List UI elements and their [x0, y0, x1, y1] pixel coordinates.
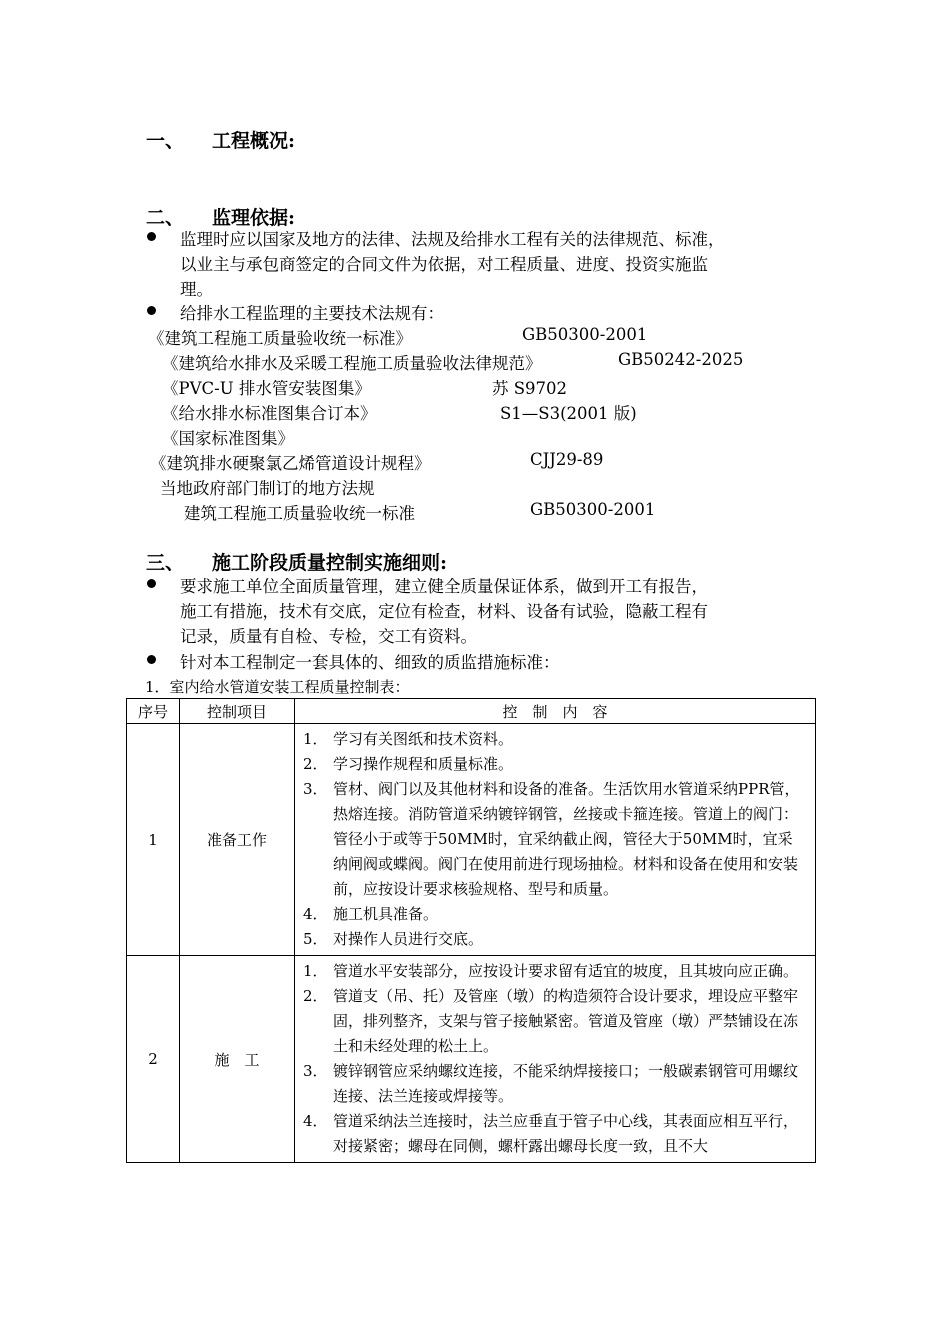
- standard-name: 《给水排水标准图集合订本》: [162, 404, 377, 423]
- bullet-icon: [147, 232, 156, 241]
- bullet-icon: [147, 579, 156, 588]
- table-header-row: [127, 699, 816, 724]
- basis-paragraph-line: 理。: [180, 280, 213, 299]
- standard-code: GB50300-2001: [530, 500, 656, 519]
- quality-paragraph-line: 施工有措施，技术有交底，定位有检查，材料、设备有试验，隐蔽工程有: [180, 602, 708, 621]
- header-item: 控制项目: [180, 699, 295, 724]
- section-1-title: 工程概况:: [212, 130, 296, 152]
- quality-control-table: [126, 698, 816, 1163]
- list-item: 4． 管道采纳法兰连接时，法兰应垂直于管子中心线，其表面应相互平行，对接紧密；螺母在同侧，螺杆露出螺母长度一致，且不大: [303, 1112, 799, 1155]
- list-item: 1． 学习有关图纸和技术资料。: [303, 730, 514, 748]
- standard-code: S1—S3(2001 版): [500, 404, 637, 423]
- list-item: 3． 镀锌钢管应采纳螺纹连接，不能采纳焊接接口；一般碳素钢管可用螺纹连接、法兰连接或焊接等。: [303, 1062, 799, 1105]
- row-item: 准备工作: [180, 724, 295, 956]
- standard-name: 当地政府部门制订的地方法规: [160, 479, 375, 498]
- standard-code: 苏 S9702: [492, 379, 568, 398]
- quality-paragraph-line: 要求施工单位全面质量管理，建立健全质量保证体系，做到开工有报告，: [180, 577, 708, 596]
- standard-name: 《PVC-U 排水管安装图集》: [162, 379, 371, 398]
- header-no: 序号: [127, 699, 180, 724]
- table-row: [127, 724, 816, 956]
- list-item: 4． 施工机具准备。: [303, 905, 439, 923]
- header-content: 控 制 内 容: [295, 699, 816, 724]
- table-row: [127, 956, 816, 1163]
- quality-paragraph-line: 记录，质量有自检、专检，交工有资料。: [180, 627, 477, 646]
- quality-subtitle: 针对本工程制定一套具体的、细致的质监措施标准：: [180, 653, 560, 672]
- standard-code: GB50242-2025: [618, 350, 744, 369]
- list-item: 5． 对操作人员进行交底。: [303, 930, 484, 948]
- basis-subtitle: 给排水工程监理的主要技术法规有：: [180, 304, 444, 323]
- row-item: 施 工: [180, 956, 295, 1163]
- standard-name: 《建筑工程施工质量验收统一标准》: [148, 329, 412, 348]
- basis-paragraph-line: 监理时应以国家及地方的法律、法规及给排水工程有关的法律规范、标准，: [180, 230, 725, 249]
- standard-name: 《国家标准图集》: [162, 429, 294, 448]
- standard-name: 建筑工程施工质量验收统一标准: [184, 504, 415, 523]
- row-number: 1: [127, 724, 180, 956]
- section-2-title: 监理依据:: [212, 207, 296, 229]
- standard-code: CJJ29-89: [530, 450, 604, 469]
- row-number: 2: [127, 956, 180, 1163]
- standard-name: 《建筑给水排水及采暖工程施工质量验收法律规范》: [162, 354, 542, 373]
- basis-paragraph-line: 以业主与承包商签定的合同文件为依据，对工程质量、进度、投资实施监: [180, 255, 708, 274]
- table-title: 1．室内给水管道安装工程质量控制表：: [145, 678, 410, 696]
- section-3-title: 施工阶段质量控制实施细则:: [212, 552, 448, 574]
- list-item: 2． 管道支（吊、托）及管座（墩）的构造须符合设计要求，埋设应平整牢固，排列整齐，支架与管子接触紧密。管道及管座（墩）严禁铺设在冻土和未经处理的松土上。: [303, 987, 799, 1055]
- row-content: [295, 956, 816, 1163]
- list-item: 2． 学习操作规程和质量标准。: [303, 755, 514, 773]
- bullet-icon: [147, 306, 156, 315]
- bullet-icon: [147, 655, 156, 664]
- section-2-number: 二、: [146, 207, 185, 229]
- row-content: [295, 724, 816, 956]
- list-item: 1． 管道水平安装部分，应按设计要求留有适宜的坡度，且其坡向应正确。: [303, 962, 799, 980]
- standard-code: GB50300-2001: [522, 325, 648, 344]
- section-1-number: 一、: [146, 130, 185, 152]
- standard-name: 《建筑排水硬聚氯乙烯管道设计规程》: [150, 454, 431, 473]
- list-item: 3． 管材、阀门以及其他材料和设备的准备。生活饮用水管道采纳PPR管，热熔连接。消防管道采纳镀锌钢管，丝接或卡箍连接。管道上的阀门：管径小于或等于50MM时，宜采纳截止阀，管径大于50MM时，宜采纳闸阀或蝶阀。阀门在使用前进行现场抽检。材料和设备在使用和安装前，应按设计要求核验规格、型号和质量。: [303, 780, 800, 898]
- section-3-number: 三、: [146, 552, 185, 574]
